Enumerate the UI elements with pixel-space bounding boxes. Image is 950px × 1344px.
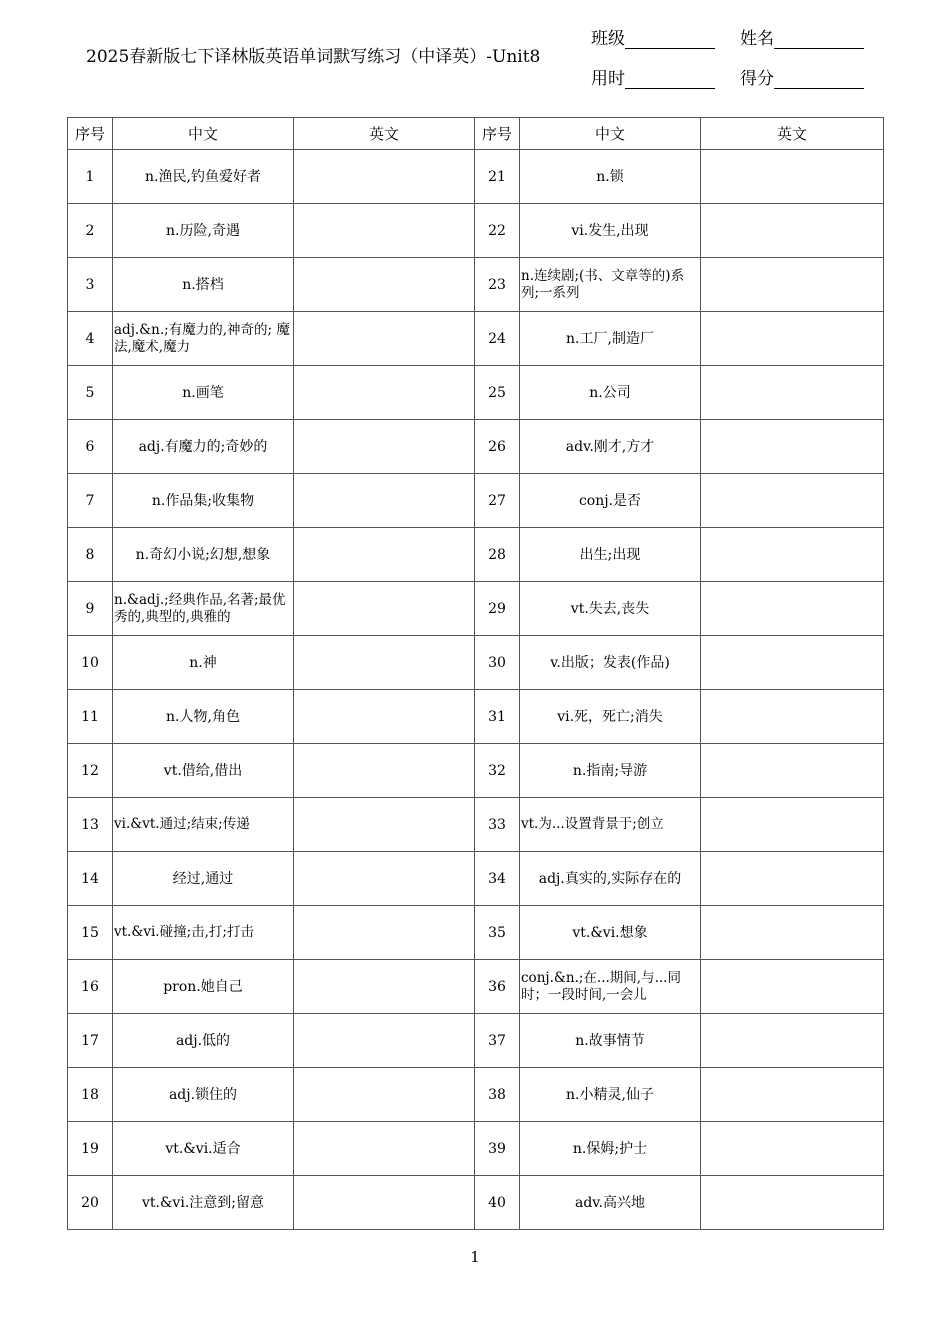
chinese-meaning: n.搭档 bbox=[113, 258, 294, 312]
item-number: 24 bbox=[475, 312, 520, 366]
table-row bbox=[68, 1176, 884, 1230]
english-answer-blank[interactable] bbox=[701, 690, 884, 744]
chinese-meaning: vt.为...设置背景于;创立 bbox=[520, 798, 701, 852]
item-number: 35 bbox=[475, 906, 520, 960]
item-number: 31 bbox=[475, 690, 520, 744]
item-number: 27 bbox=[475, 474, 520, 528]
english-answer-blank[interactable] bbox=[701, 150, 884, 204]
table-row bbox=[68, 474, 884, 528]
item-number: 9 bbox=[68, 582, 113, 636]
item-number: 5 bbox=[68, 366, 113, 420]
item-number: 19 bbox=[68, 1122, 113, 1176]
item-number: 2 bbox=[68, 204, 113, 258]
name-blank[interactable] bbox=[774, 31, 864, 49]
english-answer-blank[interactable] bbox=[294, 582, 475, 636]
english-answer-blank[interactable] bbox=[701, 636, 884, 690]
table-row bbox=[68, 582, 884, 636]
item-number: 33 bbox=[475, 798, 520, 852]
table-row bbox=[68, 528, 884, 582]
header-english-right: 英文 bbox=[701, 118, 884, 150]
chinese-meaning: n.历险,奇遇 bbox=[113, 204, 294, 258]
score-field[interactable] bbox=[740, 64, 864, 89]
chinese-meaning: n.工厂,制造厂 bbox=[520, 312, 701, 366]
english-answer-blank[interactable] bbox=[701, 582, 884, 636]
english-answer-blank[interactable] bbox=[294, 204, 475, 258]
chinese-meaning: n.指南;导游 bbox=[520, 744, 701, 798]
item-number: 37 bbox=[475, 1014, 520, 1068]
english-answer-blank[interactable] bbox=[701, 1068, 884, 1122]
chinese-meaning: adj.&n.;有魔力的,神奇的; 魔法,魔术,魔力 bbox=[113, 312, 294, 366]
english-answer-blank[interactable] bbox=[294, 690, 475, 744]
english-answer-blank[interactable] bbox=[294, 528, 475, 582]
english-answer-blank[interactable] bbox=[701, 744, 884, 798]
item-number: 8 bbox=[68, 528, 113, 582]
english-answer-blank[interactable] bbox=[294, 1176, 475, 1230]
chinese-meaning: vi.死，死亡;消失 bbox=[520, 690, 701, 744]
vocabulary-table bbox=[67, 117, 884, 1230]
chinese-meaning: vt.&vi.注意到;留意 bbox=[113, 1176, 294, 1230]
table-row bbox=[68, 1014, 884, 1068]
english-answer-blank[interactable] bbox=[294, 258, 475, 312]
chinese-meaning: conj.是否 bbox=[520, 474, 701, 528]
chinese-meaning: 经过,通过 bbox=[113, 852, 294, 906]
table-row bbox=[68, 1122, 884, 1176]
english-answer-blank[interactable] bbox=[701, 420, 884, 474]
time-blank[interactable] bbox=[625, 71, 715, 89]
english-answer-blank[interactable] bbox=[701, 528, 884, 582]
table-row bbox=[68, 312, 884, 366]
chinese-meaning: vt.失去,丧失 bbox=[520, 582, 701, 636]
item-number: 13 bbox=[68, 798, 113, 852]
header-num-right: 序号 bbox=[475, 118, 520, 150]
item-number: 40 bbox=[475, 1176, 520, 1230]
english-answer-blank[interactable] bbox=[294, 1122, 475, 1176]
item-number: 36 bbox=[475, 960, 520, 1014]
english-answer-blank[interactable] bbox=[294, 960, 475, 1014]
english-answer-blank[interactable] bbox=[701, 474, 884, 528]
english-answer-blank[interactable] bbox=[701, 906, 884, 960]
english-answer-blank[interactable] bbox=[701, 1014, 884, 1068]
english-answer-blank[interactable] bbox=[294, 906, 475, 960]
table-row bbox=[68, 744, 884, 798]
class-field[interactable] bbox=[591, 24, 715, 49]
item-number: 10 bbox=[68, 636, 113, 690]
header-english-left: 英文 bbox=[294, 118, 475, 150]
english-answer-blank[interactable] bbox=[294, 798, 475, 852]
table-row bbox=[68, 366, 884, 420]
item-number: 22 bbox=[475, 204, 520, 258]
page-number: 1 bbox=[470, 1248, 480, 1266]
chinese-meaning: n.小精灵,仙子 bbox=[520, 1068, 701, 1122]
chinese-meaning: n.&adj.;经典作品,名著;最优秀的,典型的,典雅的 bbox=[113, 582, 294, 636]
item-number: 26 bbox=[475, 420, 520, 474]
english-answer-blank[interactable] bbox=[294, 744, 475, 798]
chinese-meaning: vi.发生,出现 bbox=[520, 204, 701, 258]
item-number: 32 bbox=[475, 744, 520, 798]
item-number: 21 bbox=[475, 150, 520, 204]
item-number: 38 bbox=[475, 1068, 520, 1122]
english-answer-blank[interactable] bbox=[701, 1176, 884, 1230]
time-label: 用时 bbox=[591, 69, 625, 89]
name-field[interactable] bbox=[740, 24, 864, 49]
item-number: 3 bbox=[68, 258, 113, 312]
chinese-meaning: n.锁 bbox=[520, 150, 701, 204]
table-row bbox=[68, 150, 884, 204]
name-label: 姓名 bbox=[740, 29, 774, 49]
english-answer-blank[interactable] bbox=[701, 852, 884, 906]
english-answer-blank[interactable] bbox=[701, 258, 884, 312]
chinese-meaning: n.人物,角色 bbox=[113, 690, 294, 744]
chinese-meaning: n.渔民,钓鱼爱好者 bbox=[113, 150, 294, 204]
item-number: 17 bbox=[68, 1014, 113, 1068]
table-row bbox=[68, 636, 884, 690]
chinese-meaning: vt.&vi.想象 bbox=[520, 906, 701, 960]
item-number: 29 bbox=[475, 582, 520, 636]
chinese-meaning: adv.高兴地 bbox=[520, 1176, 701, 1230]
chinese-meaning: n.画笔 bbox=[113, 366, 294, 420]
table-row bbox=[68, 1068, 884, 1122]
chinese-meaning: n.奇幻小说;幻想,想象 bbox=[113, 528, 294, 582]
chinese-meaning: adv.刚才,方才 bbox=[520, 420, 701, 474]
chinese-meaning: vt.借给,借出 bbox=[113, 744, 294, 798]
header-num-left: 序号 bbox=[68, 118, 113, 150]
item-number: 25 bbox=[475, 366, 520, 420]
chinese-meaning: adj.锁住的 bbox=[113, 1068, 294, 1122]
table-row bbox=[68, 852, 884, 906]
chinese-meaning: vi.&vt.通过;结束;传递 bbox=[113, 798, 294, 852]
item-number: 18 bbox=[68, 1068, 113, 1122]
chinese-meaning: adj.低的 bbox=[113, 1014, 294, 1068]
english-answer-blank[interactable] bbox=[294, 420, 475, 474]
english-answer-blank[interactable] bbox=[701, 366, 884, 420]
item-number: 16 bbox=[68, 960, 113, 1014]
chinese-meaning: adj.真实的,实际存在的 bbox=[520, 852, 701, 906]
chinese-meaning: vt.&vi.适合 bbox=[113, 1122, 294, 1176]
english-answer-blank[interactable] bbox=[294, 366, 475, 420]
english-answer-blank[interactable] bbox=[294, 150, 475, 204]
chinese-meaning: pron.她自己 bbox=[113, 960, 294, 1014]
chinese-meaning: conj.&n.;在...期间,与...同时；一段时间,一会儿 bbox=[520, 960, 701, 1014]
item-number: 23 bbox=[475, 258, 520, 312]
score-label: 得分 bbox=[740, 69, 774, 89]
chinese-meaning: n.连续剧;(书、文章等的)系列;一系列 bbox=[520, 258, 701, 312]
worksheet-title: 2025春新版七下译林版英语单词默写练习（中译英）-Unit8 bbox=[86, 47, 541, 67]
class-blank[interactable] bbox=[625, 31, 715, 49]
table-header-row bbox=[68, 118, 884, 150]
chinese-meaning: n.神 bbox=[113, 636, 294, 690]
table-row bbox=[68, 258, 884, 312]
chinese-meaning: v.出版；发表(作品) bbox=[520, 636, 701, 690]
item-number: 15 bbox=[68, 906, 113, 960]
english-answer-blank[interactable] bbox=[701, 204, 884, 258]
header-chinese-right: 中文 bbox=[520, 118, 701, 150]
chinese-meaning: n.故事情节 bbox=[520, 1014, 701, 1068]
table-row bbox=[68, 906, 884, 960]
item-number: 11 bbox=[68, 690, 113, 744]
chinese-meaning: n.保姆;护士 bbox=[520, 1122, 701, 1176]
chinese-meaning: adj.有魔力的;奇妙的 bbox=[113, 420, 294, 474]
class-label: 班级 bbox=[591, 29, 625, 49]
item-number: 12 bbox=[68, 744, 113, 798]
item-number: 6 bbox=[68, 420, 113, 474]
item-number: 4 bbox=[68, 312, 113, 366]
table-body bbox=[68, 150, 884, 1230]
table-row bbox=[68, 420, 884, 474]
chinese-meaning: n.公司 bbox=[520, 366, 701, 420]
item-number: 39 bbox=[475, 1122, 520, 1176]
english-answer-blank[interactable] bbox=[294, 1014, 475, 1068]
english-answer-blank[interactable] bbox=[701, 798, 884, 852]
english-answer-blank[interactable] bbox=[294, 1068, 475, 1122]
score-blank[interactable] bbox=[774, 71, 864, 89]
chinese-meaning: vt.&vi.碰撞;击,打;打击 bbox=[113, 906, 294, 960]
item-number: 14 bbox=[68, 852, 113, 906]
english-answer-blank[interactable] bbox=[294, 636, 475, 690]
item-number: 30 bbox=[475, 636, 520, 690]
table-row bbox=[68, 204, 884, 258]
english-answer-blank[interactable] bbox=[294, 312, 475, 366]
item-number: 7 bbox=[68, 474, 113, 528]
item-number: 34 bbox=[475, 852, 520, 906]
chinese-meaning: 出生;出现 bbox=[520, 528, 701, 582]
english-answer-blank[interactable] bbox=[701, 1122, 884, 1176]
table-row bbox=[68, 960, 884, 1014]
english-answer-blank[interactable] bbox=[294, 852, 475, 906]
time-field[interactable] bbox=[591, 64, 715, 89]
item-number: 20 bbox=[68, 1176, 113, 1230]
english-answer-blank[interactable] bbox=[701, 960, 884, 1014]
header-chinese-left: 中文 bbox=[113, 118, 294, 150]
table-row bbox=[68, 798, 884, 852]
english-answer-blank[interactable] bbox=[701, 312, 884, 366]
item-number: 28 bbox=[475, 528, 520, 582]
item-number: 1 bbox=[68, 150, 113, 204]
english-answer-blank[interactable] bbox=[294, 474, 475, 528]
chinese-meaning: n.作品集;收集物 bbox=[113, 474, 294, 528]
table-row bbox=[68, 690, 884, 744]
